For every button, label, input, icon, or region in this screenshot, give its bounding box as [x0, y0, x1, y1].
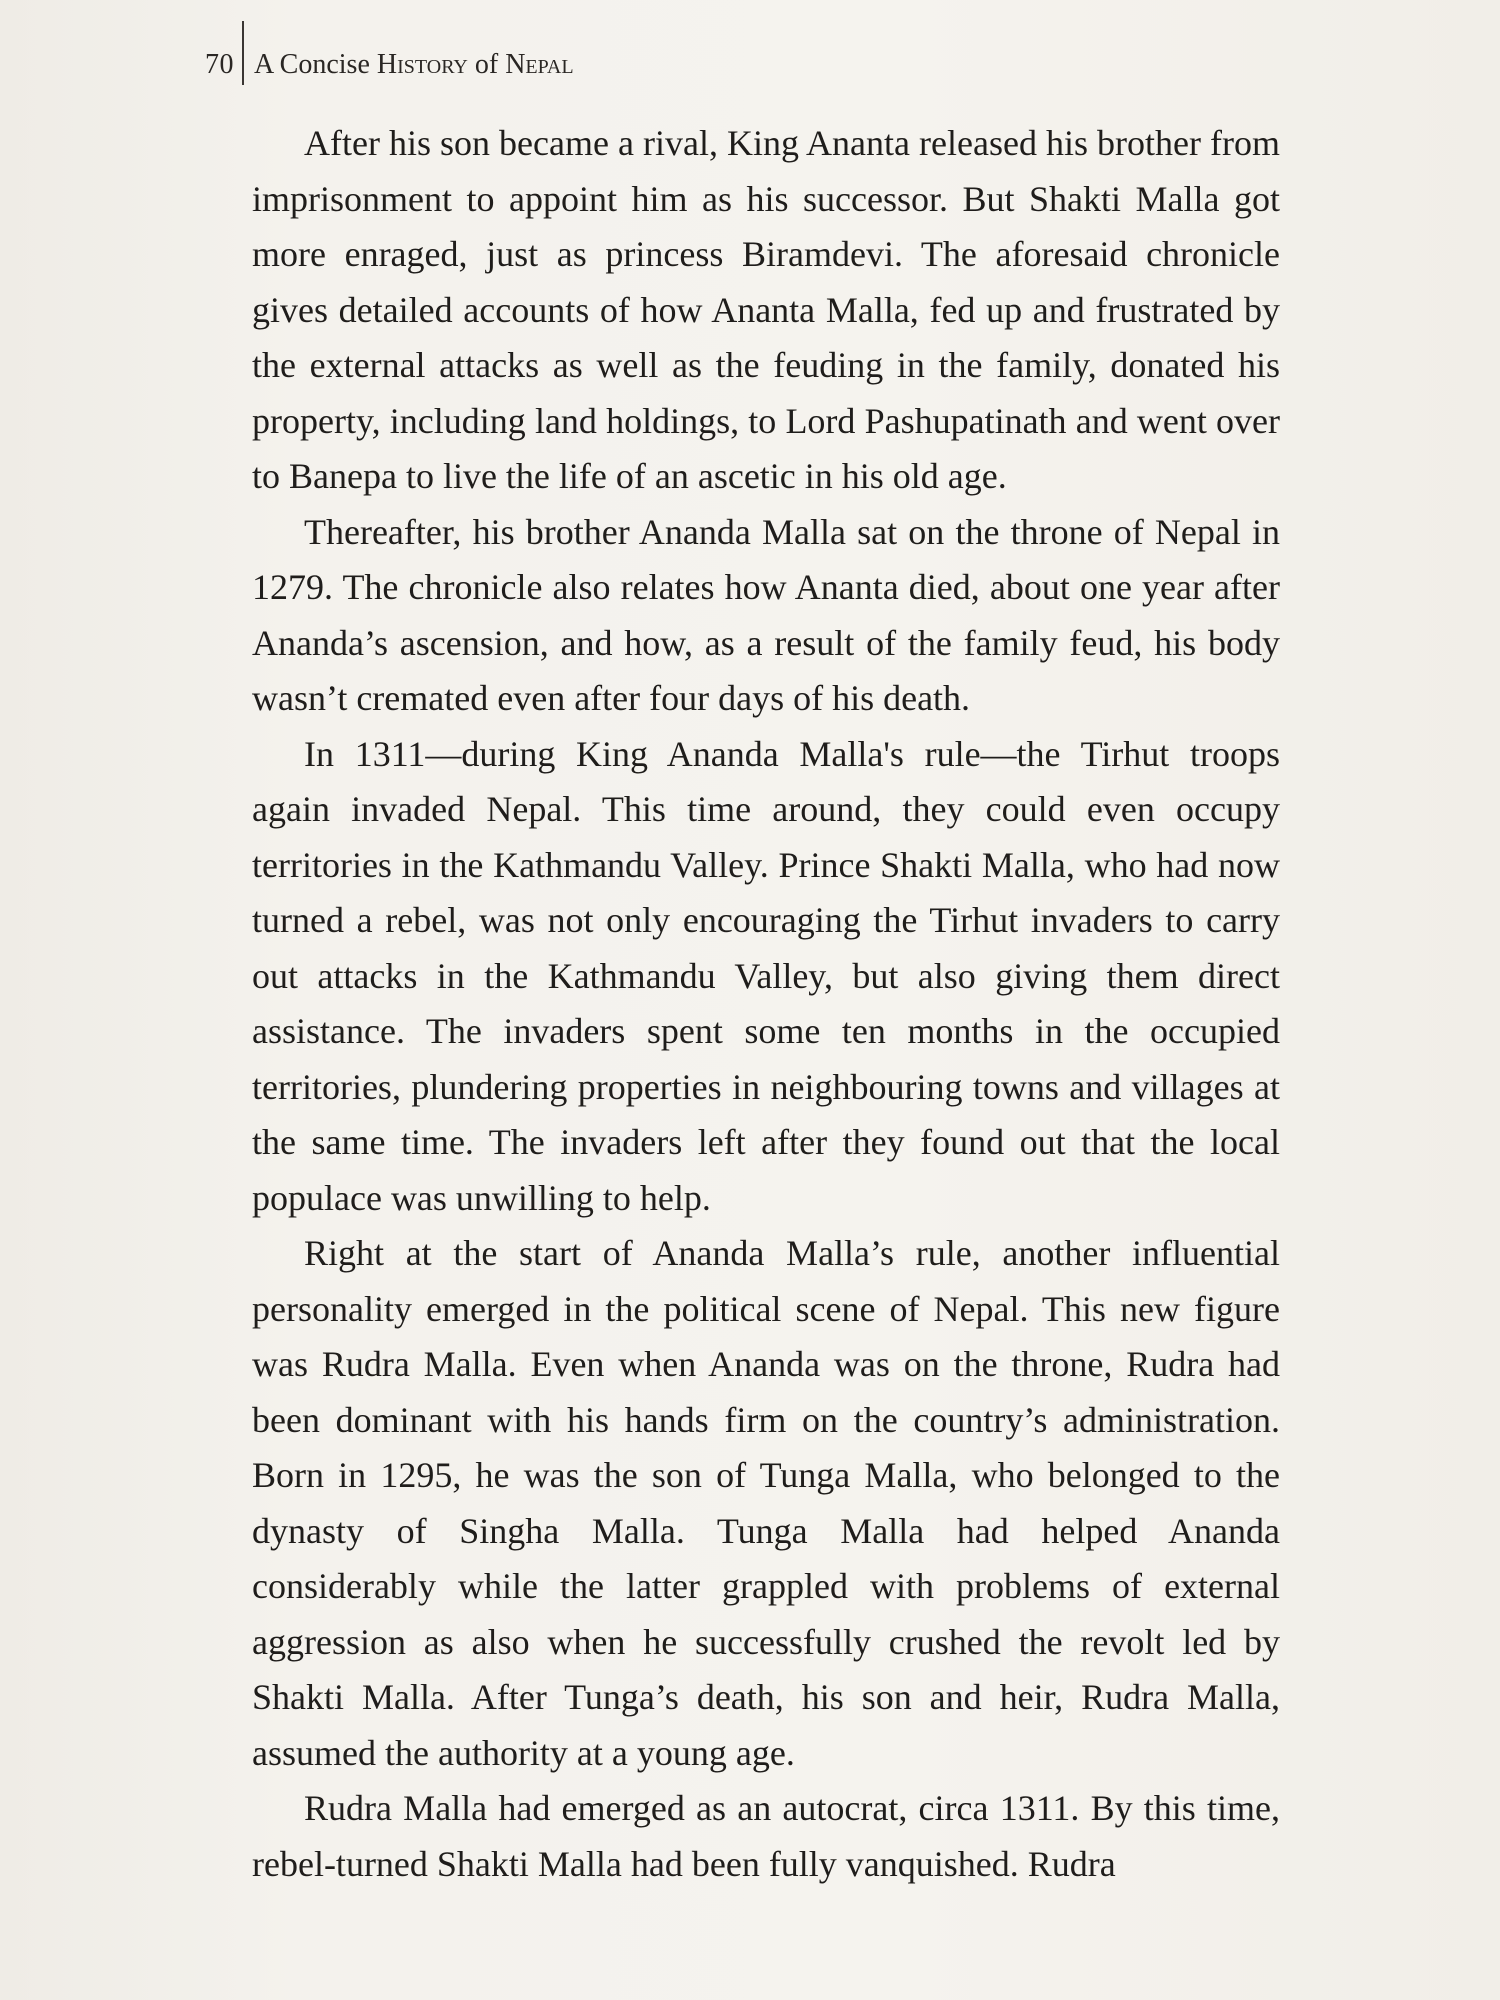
paragraph: Right at the start of Ananda Malla’s rule, another influential personality emerged in the political scene of Nepal. This new figure was Rudra Malla. Even when Ananda was on the throne, Rudra had been dominant with his hands firm on the country’s administration. Born in 1295, he was the son of Tunga Malla, who belonged to the dynasty of Singha Malla. Tunga Malla had helped Ananda considerably while the latter grappled with problems of external aggression as also when he successfully crushed the revolt led by Shakti Malla. After Tunga’s death, his son and heir, Rudra Malla, assumed the authority at a young age. [252, 1233, 1280, 1773]
running-title-part: A Concise [254, 49, 377, 80]
header-divider [242, 21, 244, 85]
running-title-part: of [467, 49, 506, 80]
running-title [254, 49, 574, 81]
paragraph: Thereafter, his brother Ananda Malla sat on the throne of Nepal in 1279. The chronicle also relates how Ananta died, about one year after Ananda’s ascension, and how, as a result of the family feud, his body wasn’t cremated even after four days of his death. [252, 511, 1280, 718]
page-number: 70 [205, 49, 234, 80]
body-text [252, 116, 1280, 1892]
paragraph: After his son became a rival, King Ananta released his brother from imprisonment to appoint him as his successor. But Shakti Malla got more enraged, just as princess Biramdevi. The aforesaid chronicle gives detailed accounts of how Ananta Malla, fed up and frustrated by the external attacks as well as the feuding in the family, donated his property, including land holdings, to Lord Pashupatinath and went over to Banepa to live the life of an ascetic in his old age. [252, 123, 1280, 496]
paragraph: In 1311—during King Ananda Malla's rule—the Tirhut troops again invaded Nepal. This time around, they could even occupy territories in the Kathmandu Valley. Prince Shakti Malla, who had now turned a rebel, was not only encouraging the Tirhut invaders to carry out attacks in the Kathmandu Valley, but also giving them direct assistance. The invaders spent some ten months in the occupied territories, plundering properties in neighbouring towns and villages at the same time. The invaders left after they found out that the local populace was unwilling to help. [252, 733, 1280, 1218]
paragraph: Rudra Malla had emerged as an autocrat, circa 1311. By this time, rebel-turned Shakti Malla had been fully vanquished. Rudra [252, 1788, 1280, 1884]
running-title-part: History [376, 49, 468, 80]
page-header [205, 40, 574, 90]
running-title-part: Nepal [505, 49, 574, 80]
